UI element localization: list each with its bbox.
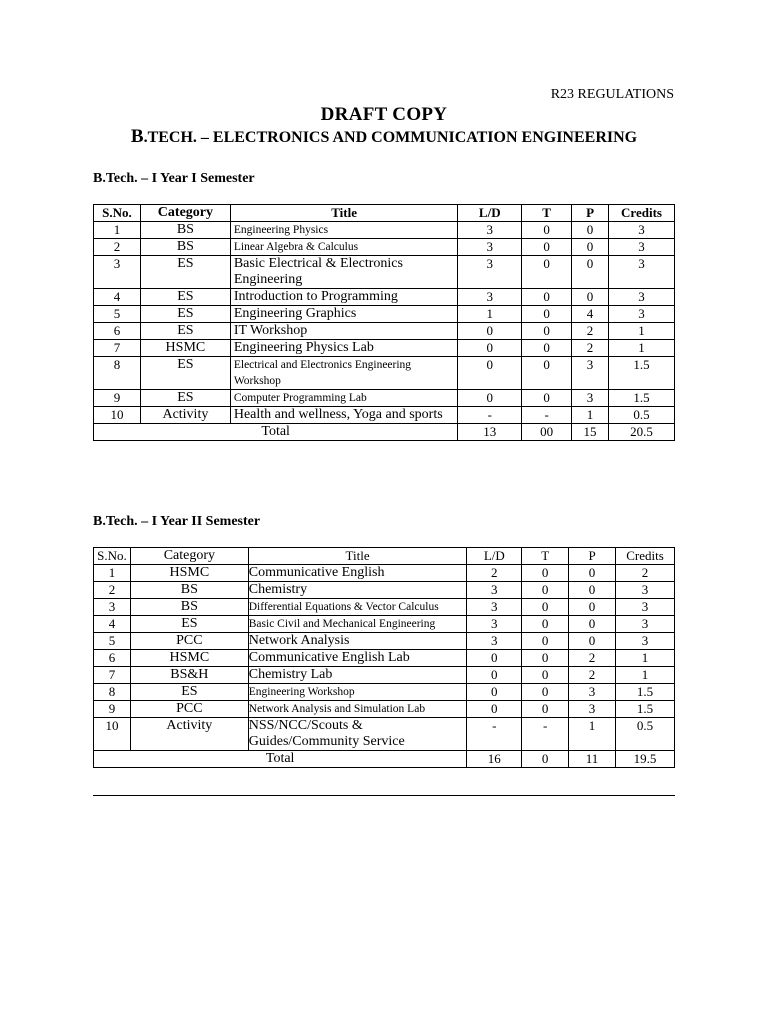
row-p: 0 bbox=[572, 256, 609, 289]
row-t: 0 bbox=[522, 390, 572, 407]
table-row bbox=[94, 357, 675, 390]
row-p: 0 bbox=[569, 616, 616, 633]
row-title: Computer Programming Lab bbox=[230, 390, 457, 407]
row-category: PCC bbox=[130, 633, 248, 650]
row-category: Activity bbox=[130, 718, 248, 751]
row-category: HSMC bbox=[130, 565, 248, 582]
row-credits: 1 bbox=[616, 650, 675, 667]
row-credits: 3 bbox=[616, 582, 675, 599]
table-row bbox=[94, 701, 675, 718]
row-sno: 7 bbox=[94, 667, 131, 684]
row-title: Communicative English bbox=[248, 565, 467, 582]
row-credits: 3 bbox=[616, 633, 675, 650]
row-ld: 3 bbox=[467, 582, 522, 599]
total-label: Total bbox=[94, 751, 467, 768]
row-t: 0 bbox=[522, 222, 572, 239]
table-total-row bbox=[94, 424, 675, 441]
table-row bbox=[94, 256, 675, 289]
row-p: 0 bbox=[572, 222, 609, 239]
row-title: Engineering Workshop bbox=[248, 684, 467, 701]
row-p: 0 bbox=[572, 239, 609, 256]
row-sno: 4 bbox=[94, 289, 141, 306]
row-p: 0 bbox=[569, 582, 616, 599]
row-title: Network Analysis bbox=[248, 633, 467, 650]
row-t: 0 bbox=[522, 565, 569, 582]
header-sno: S.No. bbox=[94, 205, 141, 222]
row-ld: 3 bbox=[467, 616, 522, 633]
draft-title: DRAFT COPY bbox=[320, 104, 448, 125]
row-ld: - bbox=[458, 407, 522, 424]
row-p: 0 bbox=[572, 289, 609, 306]
row-title: Health and wellness, Yoga and sports bbox=[230, 407, 457, 424]
row-credits: 1.5 bbox=[609, 357, 675, 390]
row-title: Chemistry bbox=[248, 582, 467, 599]
table-row bbox=[94, 222, 675, 239]
table-header-row bbox=[94, 205, 675, 222]
row-p: 2 bbox=[569, 667, 616, 684]
row-category: ES bbox=[140, 306, 230, 323]
row-title: IT Workshop bbox=[230, 323, 457, 340]
total-ld: 13 bbox=[458, 424, 522, 441]
row-category: BS bbox=[140, 239, 230, 256]
row-category: HSMC bbox=[140, 340, 230, 357]
row-category: BS bbox=[130, 599, 248, 616]
table-row bbox=[94, 616, 675, 633]
row-t: 0 bbox=[522, 650, 569, 667]
row-credits: 3 bbox=[616, 616, 675, 633]
table-row bbox=[94, 340, 675, 357]
row-credits: 1.5 bbox=[616, 701, 675, 718]
table-row bbox=[94, 633, 675, 650]
row-credits: 3 bbox=[616, 599, 675, 616]
header-credits: Credits bbox=[609, 205, 675, 222]
row-credits: 1 bbox=[609, 323, 675, 340]
row-credits: 3 bbox=[609, 256, 675, 289]
row-t: 0 bbox=[522, 667, 569, 684]
row-credits: 1 bbox=[616, 667, 675, 684]
total-credits: 19.5 bbox=[616, 751, 675, 768]
row-ld: 3 bbox=[467, 599, 522, 616]
row-p: 3 bbox=[569, 701, 616, 718]
table-row bbox=[94, 650, 675, 667]
row-credits: 3 bbox=[609, 222, 675, 239]
regulations-label: R23 REGULATIONS bbox=[550, 87, 674, 102]
row-sno: 6 bbox=[94, 650, 131, 667]
semester-1-body bbox=[94, 222, 675, 441]
row-category: BS bbox=[130, 582, 248, 599]
row-title: Electrical and Electronics Engineering Workshop bbox=[230, 357, 457, 390]
header-ld: L/D bbox=[467, 548, 522, 565]
row-category: ES bbox=[140, 256, 230, 289]
row-sno: 1 bbox=[94, 565, 131, 582]
row-sno: 8 bbox=[94, 684, 131, 701]
row-title: Chemistry Lab bbox=[248, 667, 467, 684]
row-title: Engineering Graphics bbox=[230, 306, 457, 323]
row-ld: 0 bbox=[458, 390, 522, 407]
table-row bbox=[94, 667, 675, 684]
table-row bbox=[94, 565, 675, 582]
row-t: 0 bbox=[522, 323, 572, 340]
row-sno: 4 bbox=[94, 616, 131, 633]
total-p: 11 bbox=[569, 751, 616, 768]
row-p: 4 bbox=[572, 306, 609, 323]
row-t: 0 bbox=[522, 599, 569, 616]
semester-1-heading: B.Tech. – I Year I Semester bbox=[93, 171, 255, 186]
row-ld: 0 bbox=[458, 340, 522, 357]
row-sno: 10 bbox=[94, 407, 141, 424]
header-t: T bbox=[522, 548, 569, 565]
row-credits: 0.5 bbox=[609, 407, 675, 424]
row-p: 2 bbox=[569, 650, 616, 667]
header-p: P bbox=[572, 205, 609, 222]
total-ld: 16 bbox=[467, 751, 522, 768]
row-sno: 3 bbox=[94, 599, 131, 616]
semester-1-table bbox=[93, 204, 675, 441]
table-row bbox=[94, 582, 675, 599]
row-ld: 0 bbox=[458, 323, 522, 340]
row-t: 0 bbox=[522, 684, 569, 701]
header-t: T bbox=[522, 205, 572, 222]
row-ld: 0 bbox=[467, 701, 522, 718]
row-p: 1 bbox=[569, 718, 616, 751]
row-t: 0 bbox=[522, 633, 569, 650]
table-row bbox=[94, 684, 675, 701]
row-category: ES bbox=[130, 616, 248, 633]
row-p: 0 bbox=[569, 599, 616, 616]
row-sno: 2 bbox=[94, 239, 141, 256]
header-title: Title bbox=[248, 548, 467, 565]
row-sno: 1 bbox=[94, 222, 141, 239]
program-title-rest: .TECH. – ELECTRONICS AND COMMUNICATION ENGINEERING bbox=[143, 129, 638, 146]
row-title: Basic Civil and Mechanical Engineering bbox=[248, 616, 467, 633]
row-title: Linear Algebra & Calculus bbox=[230, 239, 457, 256]
row-category: ES bbox=[140, 289, 230, 306]
row-ld: 3 bbox=[458, 239, 522, 256]
semester-2-table bbox=[93, 547, 675, 768]
row-ld: 3 bbox=[458, 256, 522, 289]
row-category: PCC bbox=[130, 701, 248, 718]
row-title: NSS/NCC/Scouts & Guides/Community Service bbox=[248, 718, 467, 751]
header-credits: Credits bbox=[616, 548, 675, 565]
table-row bbox=[94, 599, 675, 616]
row-category: ES bbox=[140, 390, 230, 407]
row-t: 0 bbox=[522, 239, 572, 256]
row-sno: 8 bbox=[94, 357, 141, 390]
row-t: - bbox=[522, 718, 569, 751]
row-p: 3 bbox=[572, 390, 609, 407]
row-sno: 3 bbox=[94, 256, 141, 289]
row-title: Basic Electrical & Electronics Engineering bbox=[230, 256, 457, 289]
row-ld: 0 bbox=[467, 650, 522, 667]
row-p: 3 bbox=[572, 357, 609, 390]
row-category: ES bbox=[140, 357, 230, 390]
row-category: ES bbox=[140, 323, 230, 340]
row-title: Network Analysis and Simulation Lab bbox=[248, 701, 467, 718]
row-credits: 1 bbox=[609, 340, 675, 357]
table-row bbox=[94, 306, 675, 323]
total-p: 15 bbox=[572, 424, 609, 441]
row-category: HSMC bbox=[130, 650, 248, 667]
row-credits: 0.5 bbox=[616, 718, 675, 751]
program-title-initial: B bbox=[130, 126, 144, 147]
row-title: Introduction to Programming bbox=[230, 289, 457, 306]
program-title bbox=[0, 126, 768, 148]
bottom-divider bbox=[93, 795, 675, 796]
row-t: 0 bbox=[522, 256, 572, 289]
header-title: Title bbox=[230, 205, 457, 222]
row-credits: 1.5 bbox=[616, 684, 675, 701]
row-credits: 3 bbox=[609, 289, 675, 306]
row-title: Differential Equations & Vector Calculus bbox=[248, 599, 467, 616]
row-ld: 3 bbox=[467, 633, 522, 650]
row-p: 0 bbox=[569, 565, 616, 582]
row-t: - bbox=[522, 407, 572, 424]
row-category: ES bbox=[130, 684, 248, 701]
row-t: 0 bbox=[522, 582, 569, 599]
row-ld: 2 bbox=[467, 565, 522, 582]
table-row bbox=[94, 239, 675, 256]
row-title: Communicative English Lab bbox=[248, 650, 467, 667]
row-p: 3 bbox=[569, 684, 616, 701]
row-sno: 5 bbox=[94, 306, 141, 323]
total-t: 00 bbox=[522, 424, 572, 441]
row-t: 0 bbox=[522, 701, 569, 718]
header-category: Category bbox=[140, 205, 230, 222]
row-ld: - bbox=[467, 718, 522, 751]
row-p: 1 bbox=[572, 407, 609, 424]
row-title: Engineering Physics bbox=[230, 222, 457, 239]
header-p: P bbox=[569, 548, 616, 565]
total-credits: 20.5 bbox=[609, 424, 675, 441]
row-credits: 3 bbox=[609, 306, 675, 323]
semester-2-heading: B.Tech. – I Year II Semester bbox=[93, 514, 261, 529]
row-ld: 0 bbox=[467, 684, 522, 701]
row-sno: 9 bbox=[94, 390, 141, 407]
header-ld: L/D bbox=[458, 205, 522, 222]
row-credits: 2 bbox=[616, 565, 675, 582]
row-category: BS bbox=[140, 222, 230, 239]
row-p: 0 bbox=[569, 633, 616, 650]
header-sno: S.No. bbox=[94, 548, 131, 565]
row-title: Engineering Physics Lab bbox=[230, 340, 457, 357]
table-row bbox=[94, 390, 675, 407]
row-p: 2 bbox=[572, 340, 609, 357]
row-p: 2 bbox=[572, 323, 609, 340]
header-category: Category bbox=[130, 548, 248, 565]
row-sno: 9 bbox=[94, 701, 131, 718]
row-t: 0 bbox=[522, 289, 572, 306]
row-sno: 10 bbox=[94, 718, 131, 751]
table-row bbox=[94, 289, 675, 306]
row-ld: 3 bbox=[458, 289, 522, 306]
row-ld: 3 bbox=[458, 222, 522, 239]
row-category: BS&H bbox=[130, 667, 248, 684]
table-row bbox=[94, 323, 675, 340]
row-t: 0 bbox=[522, 306, 572, 323]
semester-2-body bbox=[94, 565, 675, 768]
row-t: 0 bbox=[522, 616, 569, 633]
row-credits: 3 bbox=[609, 239, 675, 256]
row-sno: 5 bbox=[94, 633, 131, 650]
row-ld: 1 bbox=[458, 306, 522, 323]
table-row bbox=[94, 407, 675, 424]
table-row bbox=[94, 718, 675, 751]
table-total-row bbox=[94, 751, 675, 768]
row-sno: 2 bbox=[94, 582, 131, 599]
total-t: 0 bbox=[522, 751, 569, 768]
row-ld: 0 bbox=[467, 667, 522, 684]
row-sno: 6 bbox=[94, 323, 141, 340]
row-sno: 7 bbox=[94, 340, 141, 357]
row-category: Activity bbox=[140, 407, 230, 424]
total-label: Total bbox=[94, 424, 458, 441]
row-ld: 0 bbox=[458, 357, 522, 390]
table-header-row bbox=[94, 548, 675, 565]
row-t: 0 bbox=[522, 340, 572, 357]
row-t: 0 bbox=[522, 357, 572, 390]
row-credits: 1.5 bbox=[609, 390, 675, 407]
